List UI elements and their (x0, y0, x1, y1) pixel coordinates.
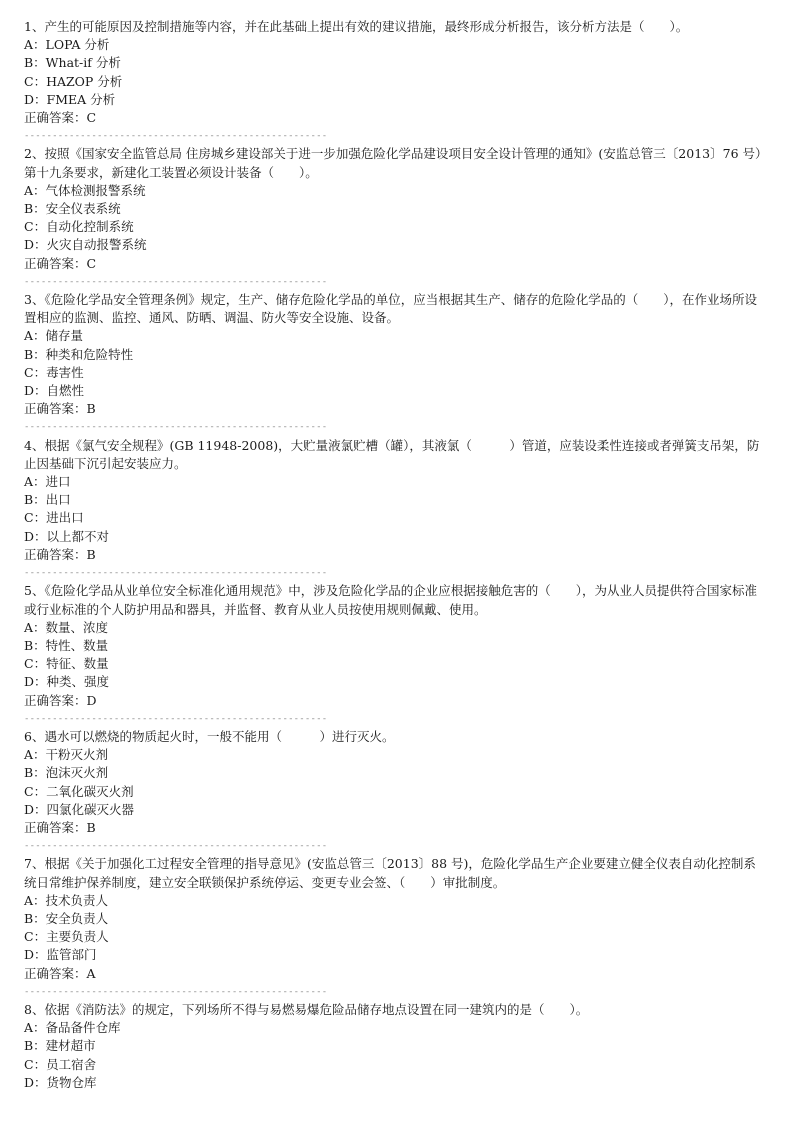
divider: ------------------------------------------------------ (24, 841, 328, 852)
question-text: 5、《危险化学品从业单位安全标准化通用规范》中，涉及危险化学品的企业应根据接触危害的（ ），为从业人员提供符合国家标准或行业标准的个人防护用品和器具，并监督、教育从业人员按使用规则佩戴、使用。 (24, 583, 757, 617)
option-d: D：监管部门 (24, 947, 97, 963)
question-3 (24, 291, 764, 437)
divider: ------------------------------------------------------ (24, 713, 328, 724)
correct-answer: 正确答案：D (24, 692, 97, 708)
option-a: A：储存量 (24, 328, 84, 344)
question-5 (24, 582, 764, 728)
option-d: D：火灾自动报警系统 (24, 237, 147, 253)
option-d: D：自燃性 (24, 383, 85, 399)
option-c: C：自动化控制系统 (24, 219, 134, 235)
option-d: D：FMEA 分析 (24, 91, 116, 107)
option-a: A：干粉灭火剂 (24, 747, 109, 763)
option-c: C：进出口 (24, 510, 84, 526)
option-c: C：员工宿舍 (24, 1056, 97, 1072)
option-c: C：主要负责人 (24, 929, 109, 945)
correct-answer: 正确答案：B (24, 819, 96, 835)
option-a: A：备品备件仓库 (24, 1020, 121, 1036)
question-8 (24, 1001, 764, 1092)
option-b: B：种类和危险特性 (24, 346, 134, 362)
divider: ------------------------------------------------------ (24, 568, 328, 579)
option-b: B：安全仪表系统 (24, 201, 121, 217)
option-c: C：二氧化碳灭火剂 (24, 783, 134, 799)
question-7 (24, 855, 764, 1001)
question-text: 3、《危险化学品安全管理条例》规定，生产、储存危险化学品的单位，应当根据其生产、储存的危险化学品的（ ），在作业场所设置相应的监测、监控、通风、防晒、调温、防火等安全设施、设备。 (24, 292, 757, 326)
question-6 (24, 728, 764, 855)
option-d: D：以上都不对 (24, 528, 110, 544)
correct-answer: 正确答案：C (24, 110, 97, 126)
option-b: B：泡沫灭火剂 (24, 765, 109, 781)
option-a: A：LOPA 分析 (24, 37, 110, 53)
option-c: C：特征、数量 (24, 656, 109, 672)
option-a: A：技术负责人 (24, 892, 109, 908)
option-d: D：种类、强度 (24, 674, 110, 690)
option-b: B：出口 (24, 492, 71, 508)
option-c: C：毒害性 (24, 364, 84, 380)
divider: ------------------------------------------------------ (24, 131, 328, 142)
exam-page (24, 18, 764, 1092)
option-a: A：气体检测报警系统 (24, 182, 146, 198)
question-text: 4、根据《氯气安全规程》(GB 11948-2008)，大贮量液氯贮槽（罐），其液氯（ ）管道，应装设柔性连接或者弹簧支吊架，防止因基础下沉引起安装应力。 (24, 437, 760, 471)
divider: ------------------------------------------------------ (24, 276, 328, 287)
option-b: B：建材超市 (24, 1038, 96, 1054)
question-1 (24, 18, 764, 145)
correct-answer: 正确答案：C (24, 255, 97, 271)
option-d: D：四氯化碳灭火器 (24, 801, 135, 817)
correct-answer: 正确答案：B (24, 401, 96, 417)
question-text: 6、遇水可以燃烧的物质起火时，一般不能用（ ）进行灭火。 (24, 728, 395, 744)
option-b: B：特性、数量 (24, 637, 109, 653)
question-text: 7、根据《关于加强化工过程安全管理的指导意见》(安监总管三〔2013〕88 号)，危险化学品生产企业要建立健全仪表自动化控制系统日常维护保养制度，建立安全联锁保护系统停运、变更专业会签、（ ）审批制度。 (24, 856, 756, 890)
option-a: A：进口 (24, 474, 71, 490)
option-d: D：货物仓库 (24, 1074, 97, 1090)
option-b: B：What-if 分析 (24, 55, 121, 71)
question-text: 1、产生的可能原因及控制措施等内容，并在此基础上提出有效的建议措施，最终形成分析报告，该分析方法是（ ）。 (24, 19, 689, 34)
divider: ------------------------------------------------------ (24, 422, 328, 433)
correct-answer: 正确答案：B (24, 546, 96, 562)
correct-answer: 正确答案：A (24, 965, 96, 981)
divider: ------------------------------------------------------ (24, 986, 328, 997)
question-text: 8、依据《消防法》的规定，下列场所不得与易燃易爆危险品储存地点设置在同一建筑内的是（ ）。 (24, 1001, 589, 1017)
option-b: B：安全负责人 (24, 910, 109, 926)
option-c: C：HAZOP 分析 (24, 73, 123, 89)
option-a: A：数量、浓度 (24, 619, 109, 635)
question-text: 2、按照《国家安全监管总局 住房城乡建设部关于进一步加强危险化学品建设项目安全设计管理的通知》(安监总管三〔2013〕76 号）第十九条要求，新建化工装置必须设计装备（ ）。 (24, 146, 762, 180)
question-4 (24, 437, 764, 583)
question-2 (24, 145, 764, 291)
